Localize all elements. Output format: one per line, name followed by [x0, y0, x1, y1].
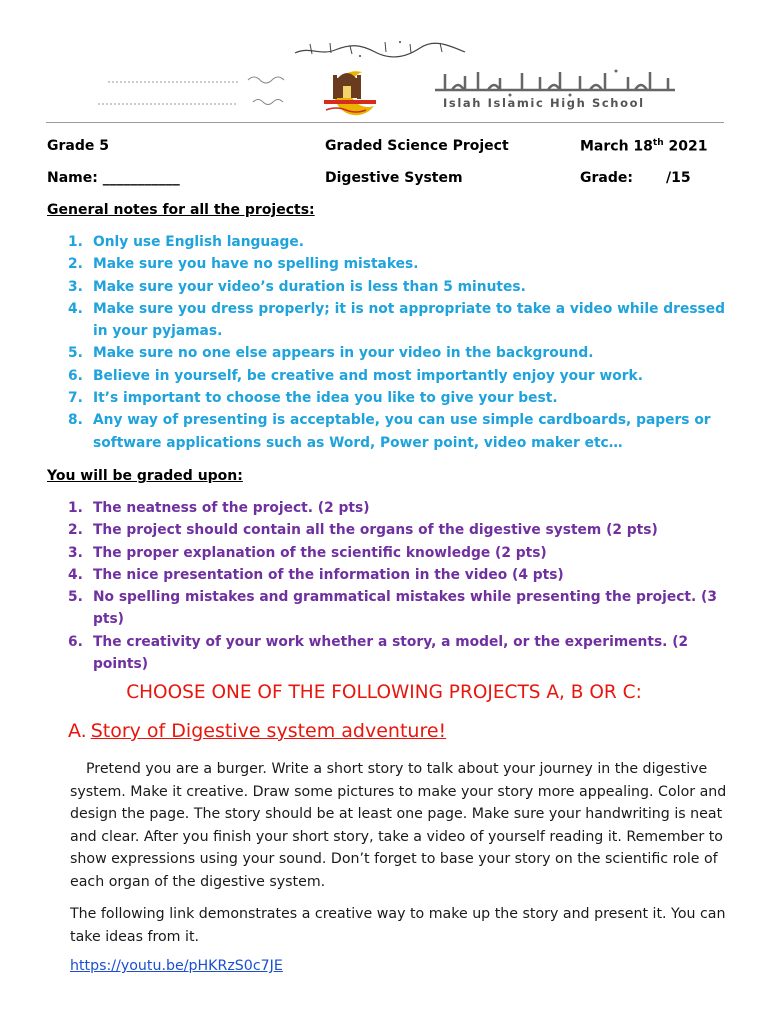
date-year: 2021 — [663, 138, 708, 155]
list-number: 3. — [68, 278, 83, 295]
list-number: 6. — [68, 633, 83, 650]
list-text: The project should contain all the organs of the digestive system (2 pts) — [93, 522, 658, 539]
list-text: Believe in yourself, be creative and most importantly enjoy your work. — [93, 367, 643, 384]
list-number: 5. — [68, 345, 83, 362]
list-item — [47, 542, 727, 564]
project-a-heading — [68, 720, 446, 742]
list-item — [47, 586, 727, 631]
project-topic: Digestive System — [325, 170, 463, 186]
list-number: 1. — [68, 500, 83, 516]
list-number: 2. — [68, 522, 83, 539]
header-rule — [46, 122, 724, 123]
list-text: It’s important to choose the idea you like to give your best. — [93, 390, 558, 407]
date-ordinal: th — [652, 138, 664, 148]
general-notes-list — [47, 231, 727, 454]
grading-list — [47, 497, 727, 675]
list-text: No spelling mistakes and grammatical mistakes while presenting the project. (3 pts) — [93, 589, 717, 628]
grade-field-total: /15 — [666, 170, 691, 186]
general-notes-title: General notes for all the projects: — [47, 202, 315, 218]
list-number: 3. — [68, 544, 83, 561]
list-text: Make sure no one else appears in your video in the background. — [93, 345, 594, 362]
list-item — [47, 231, 727, 253]
list-text: Make sure your video’s duration is less than 5 minutes. — [93, 278, 526, 295]
list-text: Make sure you dress properly; it is not appropriate to take a video while dressed in your pyjamas. — [93, 300, 725, 340]
grade-field-label: Grade: — [580, 170, 633, 186]
list-number: 1. — [68, 234, 83, 250]
list-item — [47, 631, 727, 676]
list-text: Make sure you have no spelling mistakes. — [93, 256, 419, 273]
grade-level: Grade 5 — [47, 138, 109, 154]
school-name-arabic — [430, 68, 680, 98]
list-item — [47, 298, 727, 343]
date-month-day: March 18 — [580, 138, 653, 155]
youtube-link[interactable]: https://youtu.be/pHKRzS0c7JE — [70, 958, 283, 974]
list-number: 6. — [68, 367, 83, 384]
list-number: 8. — [68, 412, 83, 429]
project-a-title: Story of Digestive system adventure! — [90, 720, 447, 742]
grading-title: You will be graded upon: — [47, 468, 243, 484]
arabic-form-fields — [88, 70, 298, 118]
list-item — [47, 276, 727, 298]
project-title: Graded Science Project — [325, 138, 509, 154]
list-item — [47, 409, 727, 454]
letterhead — [0, 0, 768, 128]
list-number: 7. — [68, 390, 83, 407]
project-a-letter: A. — [68, 720, 87, 742]
list-text: The proper explanation of the scientific knowledge (2 pts) — [93, 544, 547, 561]
list-number: 4. — [68, 300, 83, 317]
project-date — [580, 138, 707, 155]
list-text: The neatness of the project. (2 pts) — [93, 500, 370, 516]
list-number: 5. — [68, 589, 83, 606]
list-item — [47, 342, 727, 364]
list-text: Only use English language. — [93, 234, 305, 250]
list-item — [47, 387, 727, 409]
list-item — [47, 564, 727, 586]
project-a-paragraph: Pretend you are a burger. Write a short story to talk about your journey in the digestive system. Make it creative. Draw some pictures to make your story more appealing. Color and design the page. The story should be at least one page. Make sure your handwriting is neat and clear. After you finish your short story, take a video of yourself reading it. Remember to show expressions using your sound. Don’t forget to base your story on the scientific role of each organ of the digestive system. — [70, 761, 727, 890]
list-text: The creativity of your work whether a story, a model, or the experiments. (2 points) — [93, 633, 689, 673]
list-number: 4. — [68, 566, 83, 583]
list-text: Any way of presenting is acceptable, you can use simple cardboards, papers or software applications such as Word, Power point, video maker etc… — [93, 412, 711, 451]
list-item — [47, 519, 727, 541]
list-number: 2. — [68, 256, 83, 273]
list-item — [47, 253, 727, 275]
choose-project-heading: CHOOSE ONE OF THE FOLLOWING PROJECTS A, B OR C: — [126, 682, 642, 703]
list-item — [47, 497, 727, 519]
school-name-english: Islah Islamic High School — [443, 96, 645, 110]
school-logo — [316, 66, 386, 118]
project-a-link-intro: The following link demonstrates a creative way to make up the story and present it. You can take ideas from it. — [70, 906, 726, 945]
basmala-calligraphy — [290, 38, 470, 60]
list-item — [47, 365, 727, 387]
list-text: The nice presentation of the information in the video (4 pts) — [93, 566, 564, 583]
student-name-field[interactable]: Name: ___________ — [47, 170, 180, 186]
